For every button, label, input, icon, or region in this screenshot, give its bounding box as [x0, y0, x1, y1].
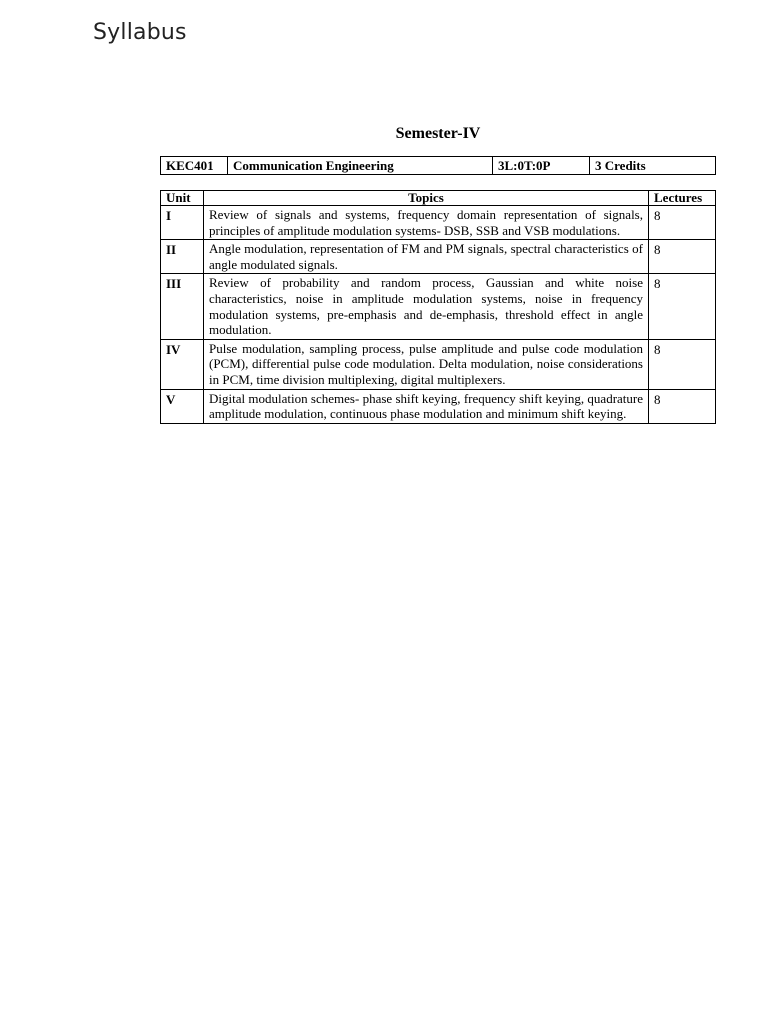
- course-info-table: [160, 156, 716, 175]
- unit-header: Unit: [161, 191, 204, 206]
- unit-cell: I: [161, 206, 204, 240]
- topics-header-row: [161, 191, 716, 206]
- page-title: Syllabus: [93, 20, 187, 45]
- topic-cell: Digital modulation schemes- phase shift keying, frequency shift keying, quadrature amplitude modulation, continuous phase modulation and minimum shift keying.: [204, 389, 649, 423]
- table-row: [161, 206, 716, 240]
- course-code: KEC401: [161, 157, 228, 175]
- course-credits: 3 Credits: [590, 157, 716, 175]
- table-row: [161, 339, 716, 389]
- semester-heading: Semester-IV: [395, 125, 481, 142]
- lectures-cell: 8: [649, 206, 716, 240]
- lectures-header: Lectures: [649, 191, 716, 206]
- lectures-cell: 8: [649, 339, 716, 389]
- lectures-cell: 8: [649, 389, 716, 423]
- unit-cell: III: [161, 274, 204, 339]
- unit-cell: II: [161, 240, 204, 274]
- table-row: [161, 389, 716, 423]
- topic-cell: Angle modulation, representation of FM and PM signals, spectral characteristics of angle modulated signals.: [204, 240, 649, 274]
- course-info-row: [161, 157, 716, 175]
- course-ltp: 3L:0T:0P: [493, 157, 590, 175]
- topics-table: [160, 190, 716, 424]
- topics-header: Topics: [204, 191, 649, 206]
- topic-cell: Pulse modulation, sampling process, pulse amplitude and pulse code modulation (PCM), differential pulse code modulation. Delta modulation, noise considerations in PCM, time division multiplexing, digital multiplexers.: [204, 339, 649, 389]
- topic-cell: Review of signals and systems, frequency domain representation of signals, principles of amplitude modulation systems- DSB, SSB and VSB modulations.: [204, 206, 649, 240]
- table-row: [161, 240, 716, 274]
- course-name: Communication Engineering: [228, 157, 493, 175]
- lectures-cell: 8: [649, 240, 716, 274]
- unit-cell: V: [161, 389, 204, 423]
- unit-cell: IV: [161, 339, 204, 389]
- lectures-cell: 8: [649, 274, 716, 339]
- topic-cell: Review of probability and random process, Gaussian and white noise characteristics, noise in amplitude modulation systems, noise in frequency modulation systems, pre-emphasis and de-emphasis, threshold effect in angle modulation.: [204, 274, 649, 339]
- table-row: [161, 274, 716, 339]
